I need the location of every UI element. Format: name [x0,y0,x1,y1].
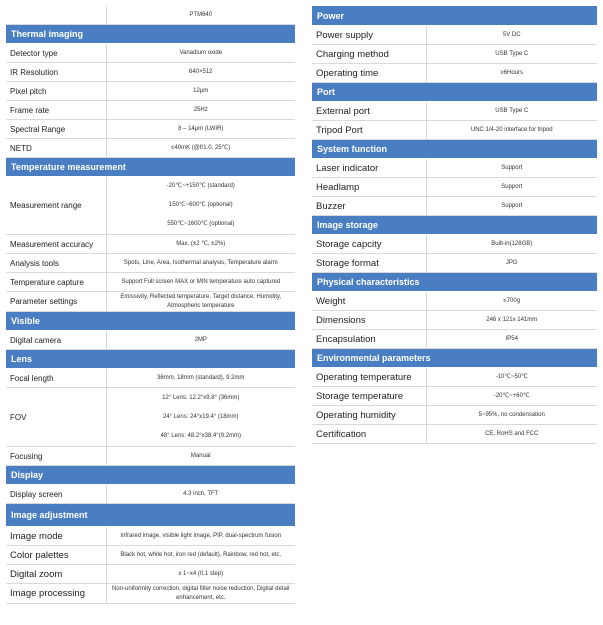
spec-row [6,565,295,584]
spec-value: -10℃~50℃ [426,368,597,387]
model-row [6,6,295,25]
section-title: Image adjustment [6,504,295,527]
spec-label: Digital zoom [6,565,106,584]
section-title: Image storage [312,216,597,235]
spec-row [312,159,597,178]
spec-row [6,120,295,139]
spec-row [6,235,295,254]
spec-value: Infrared image, visible light image, PIP, dual-spectrum fusion [106,527,295,546]
spec-row [6,292,295,312]
spec-value: Spots, Line, Area, Isothermal analysis, Temperature alarm [106,254,295,273]
spec-value: Support [426,178,597,197]
spec-label: Image processing [6,584,106,604]
spec-value: 8 – 14μm (LWIR) [106,120,295,139]
spec-label: Certification [312,425,426,444]
section-title: Port [312,83,597,102]
spec-value: JPG [426,254,597,273]
spec-label: Headlamp [312,178,426,197]
section-display [6,466,295,485]
section-visible [6,312,295,331]
spec-row [6,177,295,235]
spec-label: Charging method [312,45,426,64]
spec-label: Digital camera [6,331,106,350]
spec-value: 4.3 inch, TFT [106,485,295,504]
spec-label: Storage format [312,254,426,273]
spec-row [6,331,295,350]
spec-row [6,388,295,447]
spec-label: Power supply [312,26,426,45]
spec-row [312,45,597,64]
spec-value [106,388,295,447]
spec-row [6,546,295,565]
spec-label: Laser indicator [312,159,426,178]
section-title: Lens [6,350,295,369]
spec-value: Non-uniformity correction, digital filter noise reduction, Digital detail enhancement, etc. [106,584,295,604]
spec-value: Vanadium oxide [106,44,295,63]
section-title: Temperature measurement [6,158,295,177]
section-image-storage [312,216,597,235]
range-value: 150℃~600℃ (optional) [168,202,233,208]
spec-label: Buzzer [312,197,426,216]
spec-label: Focal length [6,369,106,388]
spec-value: 640×512 [106,63,295,82]
spec-label: External port [312,102,426,121]
spec-value: ≥6Hours [426,64,597,83]
spec-label: Parameter settings [6,292,106,312]
section-image-adjustment [6,504,295,527]
section-title: Thermal imaging [6,25,295,44]
spec-value: 5~95%, no condensation [426,406,597,425]
spec-value [106,177,295,235]
spec-value: Black hot, white hot, iron red (default), Rainbow, red hot, etc. [106,546,295,565]
spec-value: 25Hz [106,101,295,120]
spec-row [312,425,597,444]
section-title: Visible [6,312,295,331]
spec-row [6,369,295,388]
spec-label: Storage temperature [312,387,426,406]
spec-label: Operating time [312,64,426,83]
section-power [312,6,597,26]
spec-row [6,139,295,158]
spec-label: Encapsulation [312,330,426,349]
spec-value: -20℃~+60℃ [426,387,597,406]
spec-value: x 1~x4 (0.1 step) [106,565,295,584]
spec-label: Tripod Port [312,121,426,140]
spec-value: 5V DC [426,26,597,45]
spec-row [312,292,597,311]
spec-row [312,387,597,406]
spec-label: Operating temperature [312,368,426,387]
spec-value: Built-in(128GB) [426,235,597,254]
spec-value: USB Type C [426,45,597,64]
fov-value: 24° Lens: 24°x19.4° (18mm) [162,413,239,420]
spec-row [312,235,597,254]
spec-row [312,330,597,349]
spec-label: NETD [6,139,106,158]
spec-label: Analysis tools [6,254,106,273]
range-value: -20℃~+150℃ (standard) [166,183,235,189]
section-physical-characteristics [312,273,597,292]
spec-label: Spectral Range [6,120,106,139]
spec-label: Display screen [6,485,106,504]
spec-row [6,447,295,466]
spec-value: ≤40mK (@f/1.0, 25℃) [106,139,295,158]
spec-row [312,64,597,83]
spec-label: Measurement range [6,177,106,235]
fov-value: 48° Lens: 48.2°x38.4°(9.2mm) [160,432,242,439]
spec-row [6,527,295,546]
section-title: Environmental parameters [312,349,597,368]
spec-value: Emissivity, Reflected temperature, Target distance, Humidity, Atmospheric temperature [106,292,295,312]
spec-row [6,82,295,101]
spec-value: 36mm, 18mm (standard), 9.2mm [106,369,295,388]
spec-value: Support Full screen MAX or MIN temperature auto captured [106,273,295,292]
spec-row [312,406,597,425]
spec-value: CE, RoHS and FCC [426,425,597,444]
spec-row [6,254,295,273]
spec-value: UNC 1/4-20 interface for tripod [426,121,597,140]
spec-value: 246 x 121x 141mm [426,311,597,330]
spec-row [312,178,597,197]
spec-row [312,368,597,387]
spec-label: Operating humidity [312,406,426,425]
spec-value: 2MP [106,331,295,350]
spec-label: Detector type [6,44,106,63]
section-port [312,83,597,102]
section-thermal-imaging [6,25,295,44]
spec-row [312,254,597,273]
spec-value: 12μm [106,82,295,101]
section-title: System function [312,140,597,159]
spec-row [6,63,295,82]
left-spec-table [6,6,295,604]
spec-label: Color palettes [6,546,106,565]
spec-row [312,121,597,140]
spec-label [6,6,106,25]
spec-value: ≤700g [426,292,597,311]
spec-row [6,44,295,63]
spec-label: Storage capcity [312,235,426,254]
section-environmental-parameters [312,349,597,368]
right-spec-table [312,6,597,444]
fov-value: 12° Lens: 12.2°x9.8° (36mm) [162,394,240,401]
spec-label: Image mode [6,527,106,546]
section-title: Power [312,6,597,26]
spec-value: Max. (±2 ℃, ±2%) [106,235,295,254]
spec-value: IP54 [426,330,597,349]
section-lens [6,350,295,369]
spec-row [6,584,295,604]
spec-value: USB Type C [426,102,597,121]
section-title: Physical characteristics [312,273,597,292]
spec-label: IR Resolution [6,63,106,82]
spec-label: Pixel pitch [6,82,106,101]
spec-value: Support [426,197,597,216]
spec-label: Dimensions [312,311,426,330]
spec-label: Measurement accuracy [6,235,106,254]
spec-value: Support [426,159,597,178]
spec-label: Focusing [6,447,106,466]
spec-row [312,26,597,45]
section-title: Display [6,466,295,485]
spec-label: Frame rate [6,101,106,120]
spec-row [6,273,295,292]
spec-row [312,102,597,121]
section-system-function [312,140,597,159]
spec-label: Temperature capture [6,273,106,292]
model-name: PTM640 [106,6,295,25]
spec-row [6,101,295,120]
spec-row [312,197,597,216]
spec-row [6,485,295,504]
spec-label: FOV [6,388,106,447]
spec-value: Manual [106,447,295,466]
section-temperature-measurement [6,158,295,177]
range-value: 550℃~1600℃ (optional) [167,221,235,227]
spec-row [312,311,597,330]
spec-label: Weight [312,292,426,311]
